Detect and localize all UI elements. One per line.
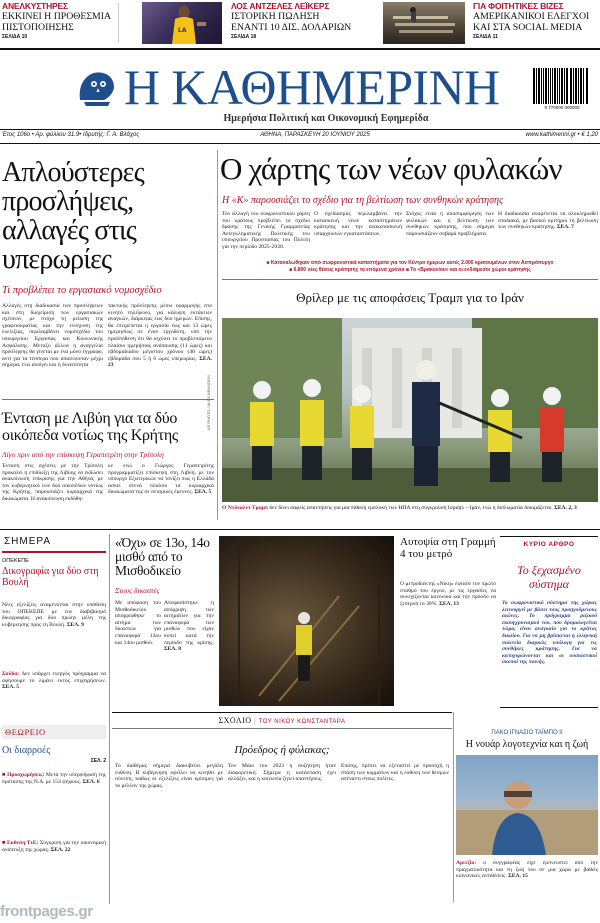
bullet-text: Καταναλωθηκαν από σωφρονιστικά καταστήματα για τον Κέντρο ημερων αυτές 2.000 κρατουμένων στον Ασπρόπυργο — [270, 260, 554, 266]
no-story-deck: Στους δικαστές — [115, 586, 160, 595]
culture-body — [456, 860, 598, 904]
main-story-bullet-row — [222, 267, 598, 274]
left-lead-col2-text: τακτικής πρόσληψης μέσω εφαρμογής στο κινητό τηλέφωνο, για κάλυψη εκτάκτων αναγκών, διάρκειας έως δύο ημερών. Επίσης, θα επιτρέπεται η εργασία έως και 13 ώρες ημερησίως σε έναν εργοδότη, υπό την προϋπόθεση ότι θα ισχύσει το προβλεπόμενο πλαίσιο ημερήσιας ανάπαυσης (11 ώρες) και εβδομαδιαίου μέγιστου χρόνου (40 ώρες) εβδομάδα σου 5 ή 6 ώρες υπερωρίας. — [108, 303, 212, 362]
main-story-col2: Ο σχεδιασμός περιλαμβάνει την κατασκευή νέων καταστημάτων κράτησης και την ανακατασκευή υπαρχουσών εγκαταστάσεων. — [314, 211, 402, 237]
no-story-col2 — [164, 600, 214, 705]
trump-ref: ΣΕΛ. 2, 3 — [554, 505, 577, 511]
column-title[interactable]: Πρόεδρος ή φύλακας; — [234, 744, 330, 756]
today-body2-text: Δεν υπάρχει ενεργός πρόγραμμα να αφήσουμε το λιμάνι εκτός επιχειρήσεων. — [2, 671, 106, 684]
today-item1 — [2, 772, 106, 822]
today-headline[interactable]: Δικογραφία για δύο στη Βουλή — [2, 566, 99, 588]
today-ref2: ΣΕΛ. 5 — [2, 684, 19, 691]
teaser-2-line2: ΕΝΑΝΤΙ 10 ΔΙΣ. ΔΟΛΑΡΙΩΝ — [231, 22, 352, 33]
metro-body-text: Ο μετροδιέκτης «Νίκη» έφτασε τον πρώτο σταθμό του έργου, με τις εργασίες να συνεχίζονται κανονικά και την πρόοδο να ξεπερνά το 30%. — [400, 581, 496, 607]
culture-photo[interactable] — [456, 755, 598, 855]
teaser-2-tag: ΛΟΣ ΑΝΤΖΕΛΕΣ ΛΕΪΚΕΡΣ — [231, 1, 330, 11]
masthead-subtitle: Ημερήσια Πολιτική και Οικονομική Εφημερίδα — [223, 113, 429, 124]
teaser-3[interactable] — [473, 1, 599, 40]
today-section: ΘΕΩΡΕΙΟ — [5, 727, 46, 737]
libya-deck: Λίγο πριν από την επίσκεψη Γεραπετρίτη στην Τρίπολη — [2, 450, 164, 459]
column-section: ΣΧΟΛΙΟ — [218, 716, 252, 725]
teaser-3-line2: ΚΑΙ ΣΤΑ SOCIAL MEDIA — [473, 22, 583, 33]
today-body2 — [2, 671, 106, 709]
metro-headline[interactable]: Αυτοψία στη Γραμμή 4 του μετρό — [400, 536, 496, 560]
teaser-1-line1: ΕΚΚΙΝΕΙ Η ΠΡΟΘΕΣΜΙΑ — [2, 11, 112, 22]
owl-emblem-icon — [74, 66, 118, 110]
main-story-bullets — [222, 260, 598, 274]
main-story-col4-text: Η διαδικασία αναμένεται να ολοκληρωθεί σταδιακά, με βασικό κριτήριο τη βελτίωση των συνθηκών κράτησης. — [498, 211, 598, 231]
no-story-headline[interactable]: «Όχι» σε 13ο, 14ο μισθό από το Μισθοδικείο — [115, 535, 210, 578]
teaser-2-line1: ΙΣΤΟΡΙΚΗ ΠΩΛΗΣΗ — [231, 11, 320, 22]
barcode-bar — [550, 68, 551, 104]
today-item2-text: Σύγκριση για την οικονομική ανάπτυξη της χώρας. — [2, 840, 106, 853]
barcode-bar — [587, 68, 588, 104]
today-item2-lead: Εκθεση ΤτΕ: — [6, 840, 39, 846]
today-body2-lead: Σούδα: — [2, 671, 20, 677]
no-story-ref: ΣΕΛ. 8 — [164, 646, 181, 653]
kiosk-ref: ΣΕΛ. 2 — [90, 758, 106, 764]
libya-col2-text: κε ενώ ο Γιώργος Γεραπετρίτης προγραμματίζει επίσκεψη στη Λιβύη, με τον υπουργό Εξωτερικών να τονίζει πως η Ελλάδα ασκεί στενά πλαίσιο τα κυριαρχικά δικαιώματά της σε σεισμικές έρευνες. — [108, 463, 214, 496]
left-lead-col2-ref: ΣΕΛ. 23 — [108, 355, 212, 369]
editorial-title[interactable]: Το ξεχασμένο σύστημα — [517, 563, 581, 591]
today-label: ΟΠΕΚΕΠΕ — [2, 558, 29, 564]
site-price: www.kathimerini.gr • € 1,20 — [525, 132, 598, 138]
today-body1-text: Νέες εξελίξεις αναμένονται στην υπόθεση του ΟΠΕΚΕΠΕ με τον διαβιβασμό δικογραφίας για δύο πρώην μέλη της κυβέρνησης προς τη Βουλή. — [2, 602, 106, 628]
barcode-bar — [571, 68, 572, 104]
libya-headline[interactable]: Ένταση με Λιβύη για τα δύο οικόπεδα νοτίως της Κρήτης — [2, 410, 178, 444]
main-story-headline[interactable]: Ο χάρτης των νέων φυλακών — [220, 151, 562, 186]
main-story-bullet-1 — [222, 260, 598, 267]
main-story-deck: Η «Κ» παρουσιάζει το σχέδιο για τη βελτίωση των συνθηκών κράτησης — [222, 195, 504, 206]
today-item2 — [2, 840, 106, 882]
teaser-2[interactable] — [231, 1, 366, 40]
teaser-2-page: ΣΕΛΙΔΑ 18 — [231, 34, 257, 40]
today-body1 — [2, 602, 106, 648]
svg-text:LA: LA — [178, 27, 187, 34]
masthead-title: Η ΚΑΘΗΜΕΡΙΝΗ — [124, 59, 500, 115]
barcode-bar — [534, 68, 535, 104]
year-info: Έτος 106ο • Αρ. φύλλου 31.9• Ιδρυτής: Γ. Α. Βλάχος — [2, 132, 140, 138]
barcode-bar — [539, 68, 540, 104]
trump-photo[interactable] — [222, 318, 598, 502]
barcode-bar — [576, 68, 577, 104]
teaser-1-line2: ΠΙΣΤΟΠΟΙΗΣΗΣ — [2, 22, 74, 33]
culture-ref: ΣΕΛ. 15 — [508, 873, 528, 880]
no-story-col1: Με απόφαση του Μισθοδικείου απορρίφθηκε το αίτημα των δικαστών για επαναφορά 13ου και 14ου μισθού. — [115, 600, 161, 646]
bullet-square-icon: ■ — [266, 260, 271, 266]
column-col1: Το διαθέρας σήμερα διακυβεύει μεγάλη ευθύνη. Η κυβέρνηση οφείλει να κινηθεί με σύνεση, καθώς οι εξελίξεις είναι κρίσιμες για το μέλλον της χώρας. — [115, 763, 223, 789]
teaser-strip — [0, 0, 600, 47]
bullet-text: Το «Βρακονίου» και οι ενδιάμεσοι χώροι κράτησης — [410, 267, 531, 273]
barcode-bar — [555, 68, 556, 104]
today-item1-lead: Προσχωρήσεις: — [7, 772, 45, 778]
trump-headline[interactable]: Θρίλερ με τις αποφάσεις Τραμπ για το Ιράν — [296, 290, 524, 305]
main-story-col3: Στόχος είναι η αποσυμφόρηση των φυλακών και η βελτίωση των συνθηκών κράτησης, που σήμερα παρουσιάζουν σοβαρά προβλήματα. — [406, 211, 494, 237]
today-ref1: ΣΕΛ. 9 — [66, 621, 84, 628]
main-story-col4 — [498, 211, 598, 255]
teaser-3-line1: ΑΜΕΡΙΚΑΝΙΚΟΙ ΕΛΕΓΧΟΙ — [473, 11, 590, 22]
column-author: ΤΟΥ ΝΙΚΟΥ ΚΩΝΣΤΑΝΤΑΡΑ — [258, 719, 346, 725]
kiosk-title[interactable]: Οι διαρροές — [2, 745, 51, 756]
libya-col1: Ένταση στις σχέσεις με την Τρίπολη προκαλεί η επιδίωξη της Λιβύης να εκδώσει ανακοίνωση επίκρισης για την Αθήνα, με τον κυβερνητικό των δύο οικοπέδων νοτίως της Κρήτης, παρουσιάζει κυριαρχικά της δικαιώματα. Η ανακοίνωση εκδόθη- — [2, 463, 103, 502]
culture-lead: Αριτζίο: — [456, 860, 477, 866]
metro-body — [400, 581, 496, 709]
libya-ref: ΣΕΛ. 5 — [194, 489, 212, 496]
masthead-logo — [74, 66, 118, 110]
culture-label: ΠΑΚΟ ΙΓΝΑΣΙΟ ΤΑΪΜΠΟ ΙΙ — [491, 730, 563, 736]
left-lead-col1: Αλλαγές στη διαδικασία των προσλήψεων και στη διαχείριση των εργασιακών σχέσεων, με στόχο τη μείωση της γραφειοκρατίας και την ενίσχυση της ευελιξίας, περιλαμβάνει νομοσχέδιο του υπουργείου Εργασίας και Κοινωνικής Ασφάλισης. Μεταξύ άλλων η αναγγελία πρόσληψης θα γίνεται με ένα μόνο έγγραφο, αντί για τα τέσσερα που απαιτούνταν μέχρι σήμερα, ενώ ανοίγει και η δυνατότητα — [2, 303, 103, 369]
frontpages-watermark[interactable]: frontpages.gr — [0, 903, 93, 920]
bullet-square-icon: ■ — [289, 267, 294, 273]
left-lead-headline[interactable]: Απλούστερες προσλήψεις, αλλαγές στις υπερωρίες — [2, 157, 144, 275]
teaser-3-photo — [383, 2, 465, 44]
barcode — [533, 68, 589, 104]
square-bullet-icon: ■ — [2, 840, 7, 846]
barcode-bar — [583, 68, 584, 104]
editorial-body: Το σωφρονιστικό σύστημα της χώρας λειτουργεί με βάσει τους προηγούμενους αιώνες. Το πρόγραμμα ριζικού εκσυγχρονισμού του, που δρομολογείται τώρα, είναι αναγκαίο για το κράτος δικαίου. Για να μη βρίσκεται η ελληνική πολιτεία διαρκώς υπόλογη για τις συνθήκες κράτησης. Για να κατοχυρώνονται και οι ουσιαστικοί σκοποί της ποινής. — [502, 600, 597, 666]
main-story-col1: Τον άλλαγή του σωφρονιστικού χάρτη του κράτους προβλέπει το σχέδιο δράσης της Γενικής Γραμματείας Αντεγκληματικής Πολιτικής του υπουργείου Προστασίας του Πολίτη για την περίοδο 2025-2030. — [222, 211, 310, 250]
barcode-bar — [581, 68, 582, 104]
column-col2: Τον Μάιο του 2023 η συζήτηση ήταν διαφορετική. Σήμερα η κατάσταση έχει αλλάξει, και η κοινωνία ζητεί απαντήσεις. — [228, 763, 336, 783]
left-lead-col2 — [108, 303, 212, 391]
libya-col2 — [108, 463, 214, 518]
metro-ref: ΣΕΛ. 13 — [439, 600, 459, 607]
teaser-1[interactable] — [2, 1, 137, 40]
today-title: ΣΗΜΕΡΑ — [4, 536, 52, 547]
left-lead-deck: Τι προβλέπει το εργασιακό νομοσχέδιο — [2, 285, 162, 296]
teaser-2-photo — [142, 2, 222, 44]
today-item2-ref: ΣΕΛ. 22 — [50, 846, 71, 853]
bullet-square-icon: ■ — [405, 267, 411, 273]
square-bullet-icon: ■ — [2, 772, 8, 778]
culture-headline[interactable]: Η νουάρ λογοτεχνία και η ζωή — [465, 739, 589, 750]
issue-date: ΑΘΗΝΑ, ΠΑΡΑΣΚΕΥΗ 20 ΙΟΥΝΙΟΥ 2025 — [260, 132, 370, 138]
no-story-col2-text: Αποφασίστηκε η απόρριψη των αιτημάτων για την επαναφορά των μισθών που είχαν κοπεί κατά την περίοδο της κρίσης. — [164, 600, 214, 646]
barcode-number: 9 770000 000000 — [544, 105, 580, 110]
today-item1-ref: ΣΕΛ. 6 — [82, 778, 100, 785]
metro-photo[interactable] — [219, 536, 394, 706]
bullet-text: 6.800 νέες θέσεις κράτησης τα επόμενα χρόνια — [293, 267, 405, 273]
column-header: ΣΧΟΛΙΟ | ΤΟΥ ΝΙΚΟΥ ΚΩΝΣΤΑΝΤΑΡΑ — [218, 716, 346, 725]
column-col3: Επίσης, πρέπει να εξεταστεί με προσοχή η στάση των κομμάτων και η ευθύνη των θεσμών απέναντι στους πολίτες. — [341, 763, 449, 783]
trump-caption-body: δεν δίνει σαφείς απαντήσεις για μια πιθανή εμπλοκή των ΗΠΑ στη σύγκρουση Ισραήλ – Ιράν, ενώ η διπλωματία δοκιμάζεται. — [269, 505, 553, 511]
trump-caption-lead: Ο Ντόναλντ Τραμπ — [222, 505, 268, 511]
culture-body-text: ο συγγραφέας είχε εμπνευστεί από την πραγματικότητα και τη ζωή του σε μια χώρα με βαθιές κοινωνικές αντιθέσεις. — [456, 860, 598, 880]
barcode-bar — [567, 68, 568, 104]
main-story-ref: ΣΕΛ. 7 — [556, 224, 574, 231]
teaser-3-page: ΣΕΛΙΔΑ 11 — [473, 34, 498, 40]
editorial-label: ΚΥΡΙΟ ΑΡΘΡΟ — [523, 541, 575, 548]
trump-photo-credit: AP PHOTO / ALEX BRANDON — [206, 375, 211, 430]
teaser-1-page: ΣΕΛΙΔΑ 10 — [2, 34, 28, 40]
teaser-3-tag: ΓΙΑ ΦΟΙΤΗΤΙΚΕΣ ΒΙΖΕΣ — [473, 1, 564, 11]
trump-caption — [222, 505, 598, 512]
today-item1-text: Μετά την υπερψήφιση της πρότασης της Ν.Δ. με 154 ψήφους. — [2, 772, 106, 785]
teaser-1-tag: ΑΝΕΛΚΥΣΤΗΡΕΣ — [2, 1, 68, 11]
